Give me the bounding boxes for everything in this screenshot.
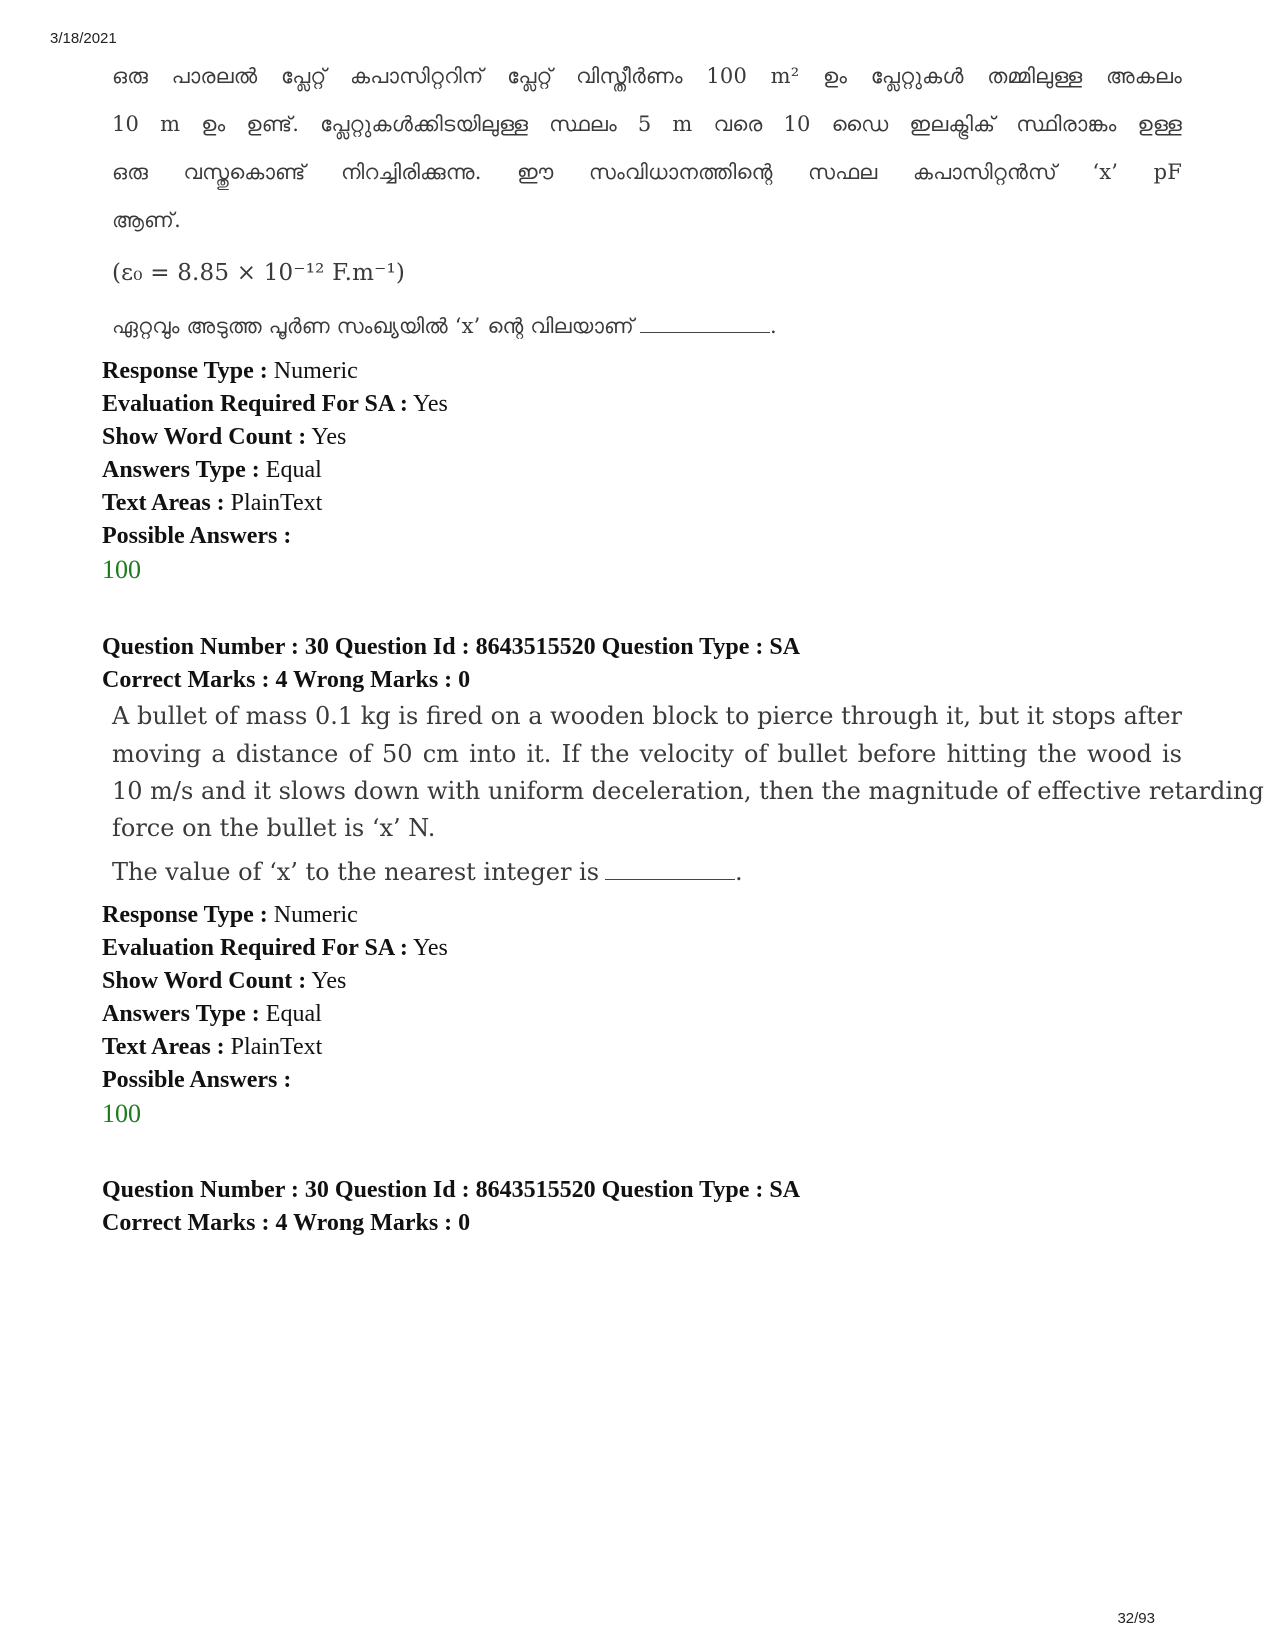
question-header: Question Number : 30 Question Id : 8643515520 Question Type : SA (102, 634, 801, 660)
question-image-malayalam (104, 56, 1188, 356)
meta-text-areas: Text Areas : PlainText (102, 1034, 323, 1060)
question-line: moving a distance of 50 cm into it. If the velocity of bullet before hitting the wood is (112, 740, 1182, 768)
question-prompt: ഏറ്റവും അടുത്ത പൂർണ സംഖ്യയിൽ ‘x’ ന്റെ വിലയാണ് . (112, 314, 777, 338)
meta-evaluation-required: Evaluation Required For SA : Yes (102, 391, 448, 417)
meta-possible-answers: Possible Answers : (102, 523, 292, 549)
question-line: 10 m/s and it slows down with uniform deceleration, then the magnitude of effective retarding (112, 777, 1264, 805)
question-prompt: The value of ‘x’ to the nearest integer is . (112, 858, 743, 886)
question-marks: Correct Marks : 4 Wrong Marks : 0 (102, 667, 471, 693)
page-number: 32/93 (1117, 1610, 1155, 1627)
answer-blank (640, 331, 770, 333)
meta-answers-type: Answers Type : Equal (102, 1001, 322, 1027)
question-marks: Correct Marks : 4 Wrong Marks : 0 (102, 1210, 471, 1236)
print-date: 3/18/2021 (50, 30, 117, 47)
meta-show-word-count: Show Word Count : Yes (102, 424, 347, 450)
question-line: ആണ്. (112, 208, 181, 232)
meta-answers-type: Answers Type : Equal (102, 457, 322, 483)
question-line: force on the bullet is ‘x’ N. (112, 814, 436, 842)
question-line: 10 m ഉം ഉണ്ട്. പ്ലേറ്റുകൾക്കിടയിലുള്ള സ്ഥലം 5 m വരെ 10 ഡൈ ഇലക്ട്രിക് സ്ഥിരാങ്കം ഉള്ള (112, 112, 1182, 136)
question-line: ഒരു വസ്തുകൊണ്ട് നിറച്ചിരിക്കുന്നു. ഈ സംവിധാനത്തിന്റെ സഫല കപാസിറ്റൻസ് ‘x’ pF (112, 160, 1182, 184)
question-line: ഒരു പാരലൽ പ്ലേറ്റ് കപാസിറ്ററിന് പ്ലേറ്റ് വിസ്തീർണം 100 m² ഉം പ്ലേറ്റുകൾ തമ്മിലുള്ള അകലം (112, 64, 1182, 88)
formula-line: (ε₀ = 8.85 × 10⁻¹² F.m⁻¹) (112, 260, 406, 286)
meta-show-word-count: Show Word Count : Yes (102, 968, 347, 994)
possible-answer: 100 (102, 555, 141, 584)
meta-possible-answers: Possible Answers : (102, 1067, 292, 1093)
meta-response-type: Response Type : Numeric (102, 358, 358, 384)
question-line: A bullet of mass 0.1 kg is fired on a wooden block to pierce through it, but it stops after (112, 702, 1182, 730)
question-image-english (104, 700, 1264, 900)
answer-blank (605, 878, 735, 880)
meta-evaluation-required: Evaluation Required For SA : Yes (102, 935, 448, 961)
meta-response-type: Response Type : Numeric (102, 902, 358, 928)
possible-answer: 100 (102, 1099, 141, 1128)
question-header: Question Number : 30 Question Id : 8643515520 Question Type : SA (102, 1177, 801, 1203)
meta-text-areas: Text Areas : PlainText (102, 490, 323, 516)
